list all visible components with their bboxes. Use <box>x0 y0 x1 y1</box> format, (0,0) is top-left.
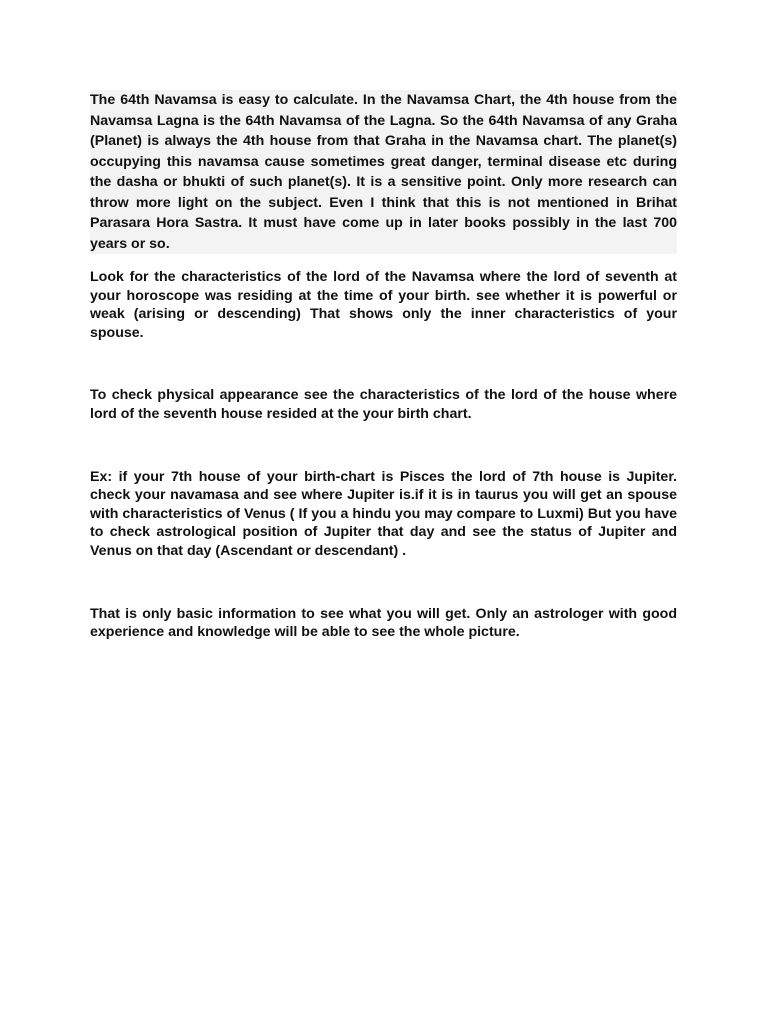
document-page <box>90 90 677 642</box>
paragraph-physical-appearance: To check physical appearance see the characteristics of the lord of the house where lord of the seventh house resided at the your birth chart. <box>90 387 677 422</box>
paragraph-navamsa-lord: Look for the characteristics of the lord of the Navamsa where the lord of seventh at your horoscope was residing at the time of your birth. see whether it is powerful or weak (arising or descending) That shows only the inner characteristics of your spouse. <box>90 269 677 341</box>
paragraph-example: Ex: if your 7th house of your birth-chart is Pisces the lord of 7th house is Jupiter. check your navamasa and see where Jupiter is.if it is in taurus you will get an spouse with characteristics of Venus ( If you a hindu you may compare to Luxmi) But you have to check astrological position of Jupiter that day and see the status of Jupiter and Venus on that day (Ascendant or descendant) . <box>90 468 677 559</box>
paragraph-64th-navamsa: The 64th Navamsa is easy to calculate. In the Navamsa Chart, the 4th house from the Navamsa Lagna is the 64th Navamsa of the Lagna. So the 64th Navamsa of any Graha (Planet) is always the 4th house from that Graha in the Navamsa chart. The planet(s) occupying this navamsa cause sometimes great danger, terminal disease etc during the dasha or bhukti of such planet(s). It is a sensitive point. Only more research can throw more light on the subject. Even I think that this is not mentioned in Brihat Parasara Hora Sastra. It must have come up in later books possibly in the last 700 years or so. <box>90 90 677 254</box>
paragraph-conclusion: That is only basic information to see what you will get. Only an astrologer with good experience and knowledge will be able to see the whole picture. <box>90 605 677 641</box>
